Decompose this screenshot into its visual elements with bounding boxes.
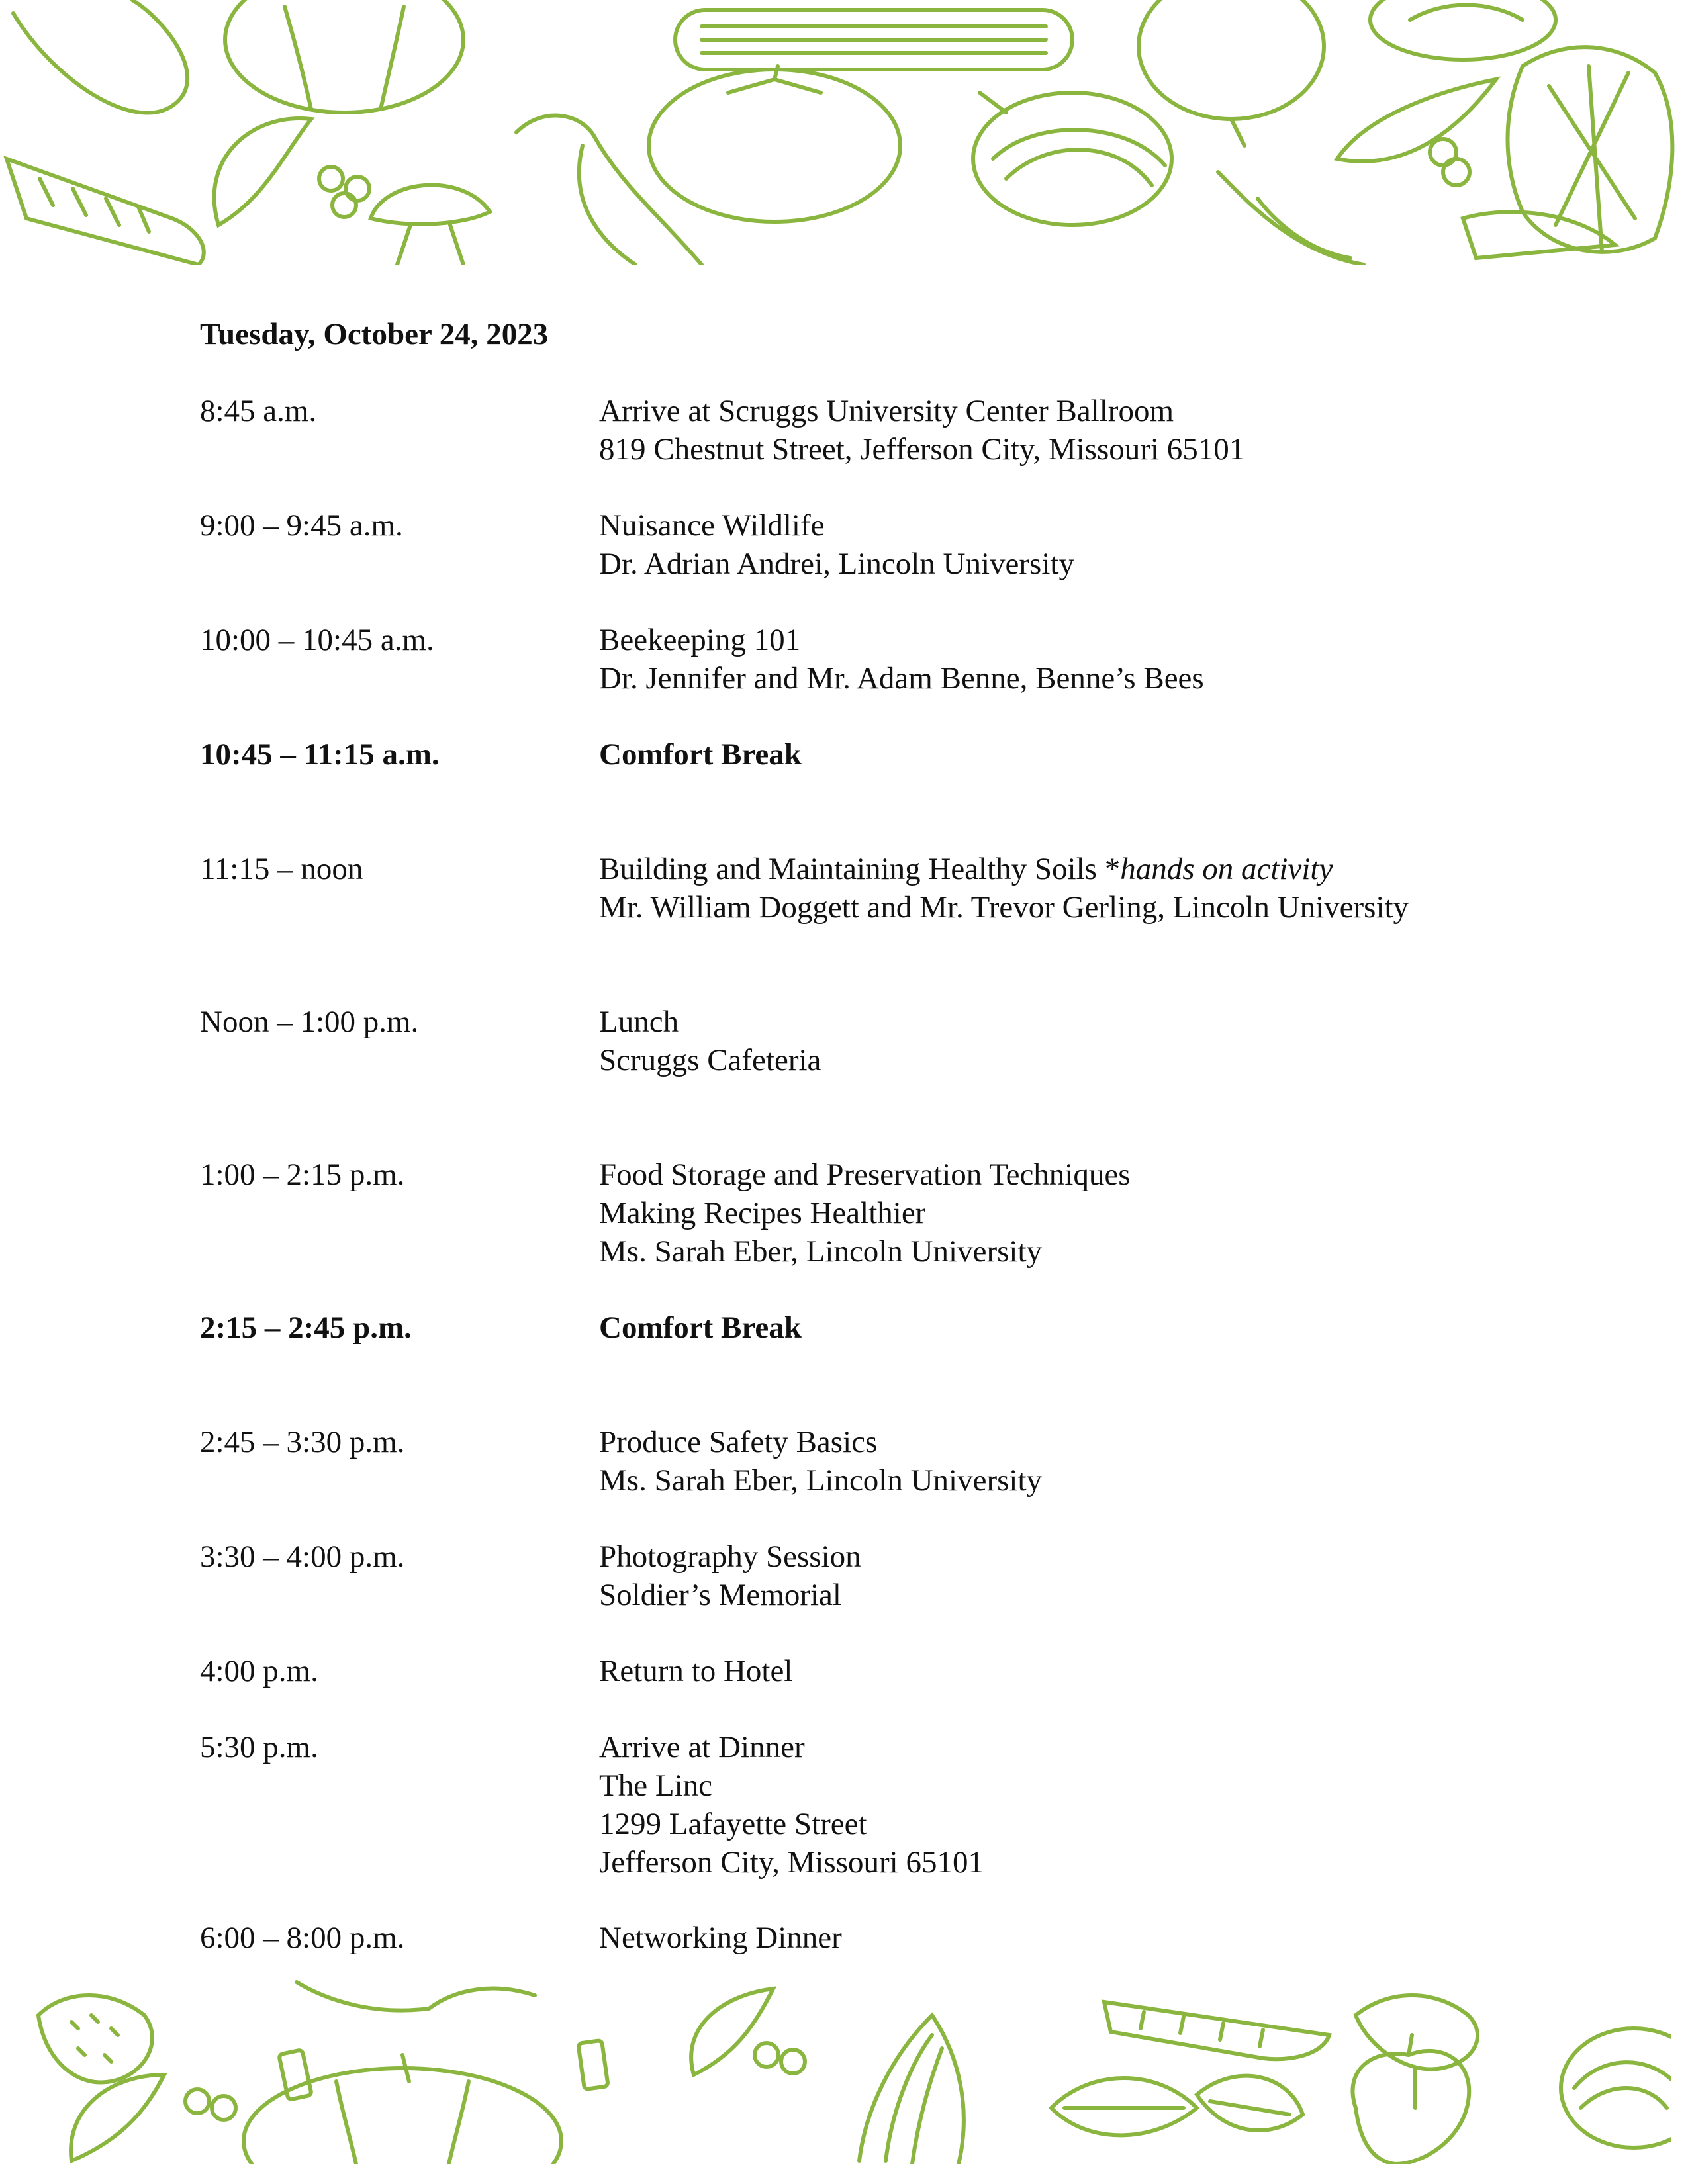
session-title: Lunch [599, 1005, 679, 1039]
schedule-details [599, 1308, 1526, 1347]
schedule-time: 8:45 a.m. [200, 394, 317, 428]
sweet-potato-icon [7, 0, 204, 265]
schedule-details [599, 506, 1526, 583]
session-location: 819 Chestnut Street, Jefferson City, Missouri 65101 [599, 432, 1245, 467]
session-title: Building and Maintaining Healthy Soils * [599, 852, 1121, 886]
session-title: Return to Hotel [599, 1654, 793, 1688]
schedule-details [599, 1728, 1526, 1882]
cabbage-icon [1370, 0, 1556, 60]
cucumber-icon [675, 10, 1072, 69]
mushroom-icon [371, 185, 490, 265]
schedule-details [599, 1919, 1526, 1957]
session-note: hands on activity [1120, 852, 1333, 886]
schedule-time: 2:45 – 3:30 p.m. [200, 1425, 405, 1459]
carrot-icon [1104, 2002, 1329, 2059]
schedule-details [599, 1423, 1526, 1500]
schedule-time: Noon – 1:00 p.m. [200, 1005, 419, 1039]
schedule-time: 5:30 p.m. [200, 1730, 318, 1764]
session-title: Nuisance Wildlife [599, 508, 825, 543]
session-address: Jefferson City, Missouri 65101 [599, 1845, 984, 1880]
schedule-details [599, 850, 1526, 927]
session-speaker: Dr. Jennifer and Mr. Adam Benne, Benne’s Bees [599, 661, 1204, 696]
schedule-details [599, 735, 1526, 774]
top-vegetable-banner [0, 0, 1688, 265]
onion-icon [973, 93, 1172, 225]
bell-pepper-icon [1352, 2035, 1469, 2164]
pea-pod-icon [214, 118, 369, 225]
session-location: The Linc [599, 1768, 712, 1803]
cabbage-icon [1561, 2028, 1671, 2148]
zucchini-icon [859, 2015, 964, 2164]
session-title-line [599, 850, 1526, 888]
schedule-time: 3:30 – 4:00 p.m. [200, 1539, 405, 1574]
pumpkin-icon [225, 0, 463, 113]
pumpkin-icon [244, 2055, 561, 2164]
schedule-time: 6:00 – 8:00 p.m. [200, 1921, 405, 1955]
schedule-time: 10:00 – 10:45 a.m. [200, 623, 434, 657]
session-title: Comfort Break [599, 1310, 802, 1345]
session-location: Soldier’s Memorial [599, 1578, 841, 1612]
schedule-details [599, 1537, 1526, 1614]
schedule-details [599, 1652, 1526, 1690]
session-title: Photography Session [599, 1539, 861, 1574]
schedule-time: 10:45 – 11:15 a.m. [200, 737, 440, 772]
schedule-time: 11:15 – noon [200, 852, 363, 886]
bottom-vegetable-banner [32, 1976, 1671, 2164]
session-location: Scruggs Cafeteria [599, 1043, 821, 1077]
pea-pod-icon-2 [691, 1989, 805, 2075]
session-address: 1299 Lafayette Street [599, 1807, 867, 1841]
schedule-details [599, 621, 1526, 698]
session-speaker: Ms. Sarah Eber, Lincoln University [599, 1234, 1043, 1269]
lettuce-icon [1508, 47, 1673, 252]
tomato-icon [649, 66, 900, 222]
schedule-time: 1:00 – 2:15 p.m. [200, 1158, 405, 1192]
schedule-details [599, 1156, 1526, 1271]
session-title: Produce Safety Basics [599, 1425, 878, 1459]
schedule-time: 9:00 – 9:45 a.m. [200, 508, 403, 543]
pea-pod-icon [71, 2075, 236, 2161]
session-title: Networking Dinner [599, 1921, 842, 1955]
session-speaker: Ms. Sarah Eber, Lincoln University [599, 1463, 1043, 1498]
session-title: Arrive at Scruggs University Center Ballroom [599, 394, 1174, 428]
session-title: Food Storage and Preservation Techniques [599, 1158, 1131, 1192]
schedule-time: 4:00 p.m. [200, 1654, 318, 1688]
broccoli-icon [38, 1995, 152, 2083]
session-title: Arrive at Dinner [599, 1730, 805, 1764]
session-speaker: Mr. William Doggett and Mr. Trevor Gerling, Lincoln University [599, 890, 1409, 925]
session-title: Making Recipes Healthier [599, 1196, 926, 1230]
session-title: Comfort Break [599, 737, 802, 772]
schedule-details [599, 392, 1526, 469]
carrot-icon [1337, 79, 1496, 185]
garlic-icon [1218, 172, 1364, 265]
session-title: Beekeeping 101 [599, 623, 801, 657]
celery-icon [279, 1982, 608, 2100]
spinach-icon [1051, 2076, 1303, 2136]
beet-icon [1139, 0, 1324, 146]
session-speaker: Dr. Adrian Andrei, Lincoln University [599, 547, 1074, 581]
schedule-time: 2:15 – 2:45 p.m. [200, 1310, 412, 1345]
schedule-date-heading: Tuesday, October 24, 2023 [200, 317, 549, 351]
schedule-details [599, 1003, 1526, 1079]
